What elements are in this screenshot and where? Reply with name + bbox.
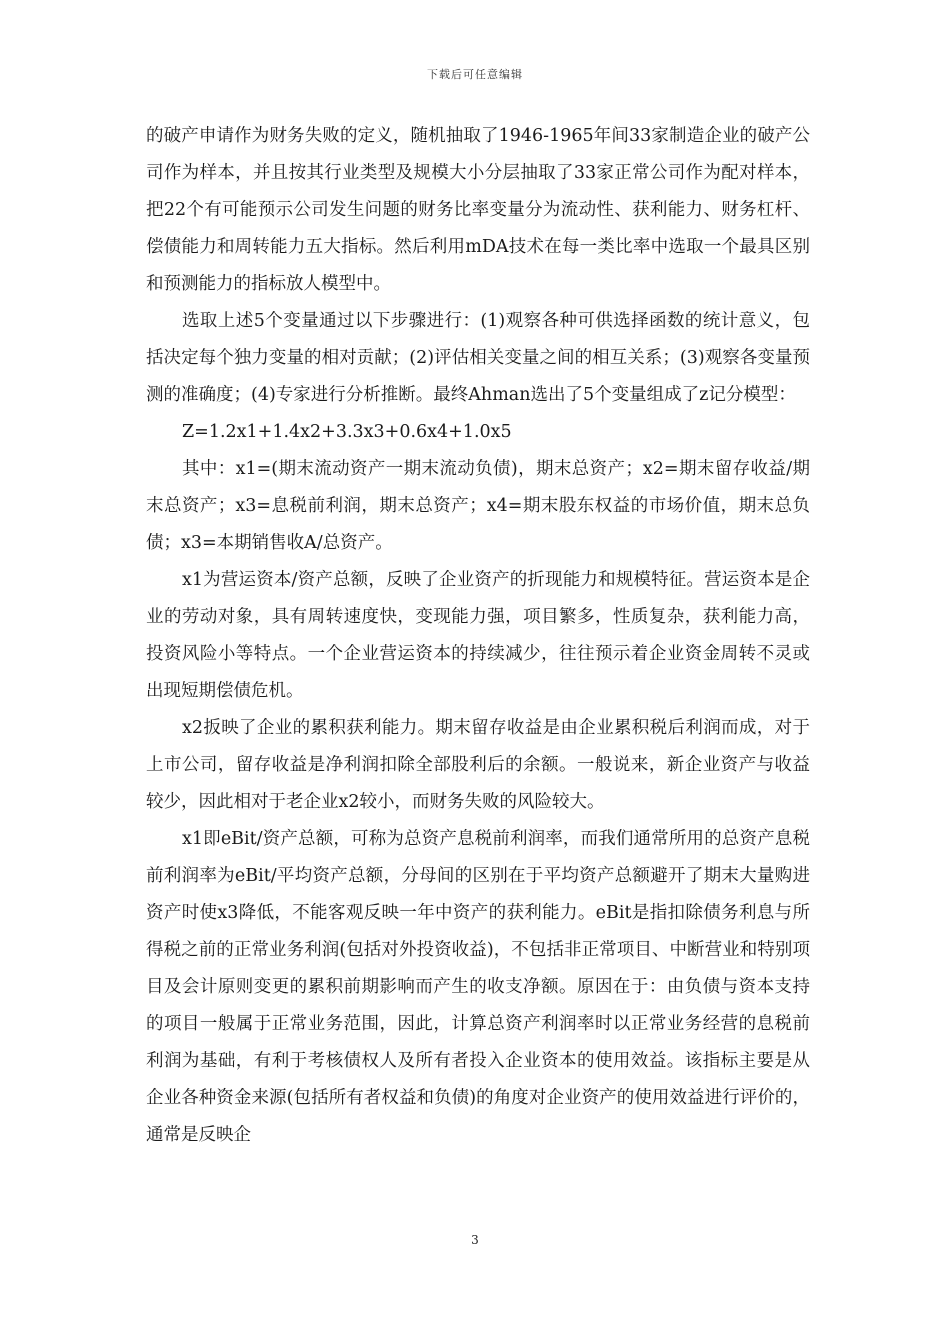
page-number: 3 <box>471 1233 479 1247</box>
document-body <box>146 118 810 1154</box>
paragraph-5: x2扳映了企业的累积获利能力。期末留存收益是由企业累积税后利润而成，对于上市公司，留存收益是净利润扣除全部股利后的余额。一般说来，新企业资产与收益较少，因此相对于老企业x2较小，而财务失败的风险较大。 <box>146 718 810 812</box>
z-score-formula: Z=1.2x1+1.4x2+3.3x3+0.6x4+1.0x5 <box>182 422 512 442</box>
page-header: 下载后可任意编辑 <box>427 68 523 81</box>
paragraph-1: 的破产申请作为财务失败的定义，随机抽取了1946-1965年间33家制造企业的破产公司作为样本，并且按其行业类型及规模大小分层抽取了33家正常公司作为配对样本，把22个有可能预示公司发生问题的财务比率变量分为流动性、获利能力、财务杠杆、偿债能力和周转能力五大指标。然后利用mDA技术在每一类比率中选取一个最具区别和预测能力的指标放人模型中。 <box>146 126 810 294</box>
paragraph-4: x1为营运资本/资产总额，反映了企业资产的折现能力和规模特征。营运资本是企业的劳动对象，具有周转速度快，变现能力强，项目繁多，性质复杂，获利能力高，投资风险小等特点。一个企业营运资本的持续减少，往往预示着企业资金周转不灵或出现短期偿债危机。 <box>146 570 810 701</box>
paragraph-2: 选取上述5个变量通过以下步骤进行：(1)观察各种可供选择函数的统计意义，包括决定每个独力变量的相对贡献；(2)评估相关变量之间的相互关系；(3)观察各变量预测的准确度；(4)专家进行分析推断。最终Ahman选出了5个变量组成了z记分模型： <box>146 311 810 405</box>
paragraph-6: x1即eBit/资产总额，可称为总资产息税前利润率，而我们通常所用的总资产息税前利润率为eBit/平均资产总额，分母间的区别在于平均资产总额避开了期末大量购进资产时使x3降低，不能客观反映一年中资产的获利能力。eBit是指扣除债务利息与所得税之前的正常业务利润(包括对外投资收益)，不包括非正常项目、中断营业和特别项目及会计原则变更的累积前期影响而产生的收支净额。原因在于：由负债与资本支持的项目一般属于正常业务范围，因此，计算总资产利润率时以正常业务经营的息税前利润为基础，有利于考核债权人及所有者投入企业资本的使用效益。该指标主要是从企业各种资金来源(包括所有者权益和负债)的角度对企业资产的使用效益进行评价的，通常是反映企 <box>146 829 810 1145</box>
paragraph-3: 其中：x1=(期末流动资产一期末流动负债)，期末总资产；x2=期末留存收益/期末总资产；x3=息税前利润，期末总资产；x4=期末股东权益的市场价值，期末总负债；x3=本期销售收A/总资产。 <box>146 459 810 553</box>
